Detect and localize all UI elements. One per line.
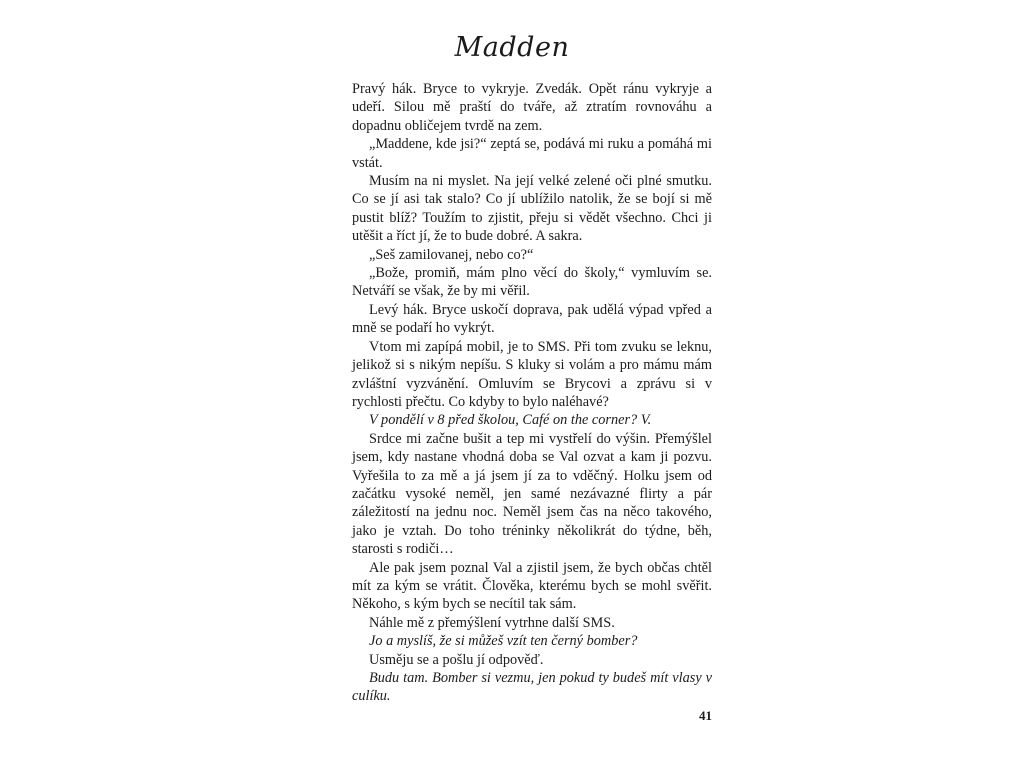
paragraph: Vtom mi zapípá mobil, je to SMS. Při tom zvuku se leknu, jelikož si s nikým nepíšu. S kluky si volám a pro mámu mám zvláštní vyzvánění. Omluvím se Brycovi a zprávu si v rychlosti přečtu. Co kdyby to bylo naléhavé? (352, 338, 712, 410)
sms-message: Budu tam. Bomber si vezmu, jen pokud ty budeš mít vlasy v culíku. (352, 670, 712, 705)
paragraph: Srdce mi začne bušit a tep mi vystřelí do výšin. Přemýšlel jsem, kdy nastane vhodná doba se Val ozvat a kam ji pozvu. Vyřešila to za mě a já jsem jí za to vděčný. Holku jsem od začátku vysoké neměl, jen samé nezávazné flirty a pár záležitostí na jednu noc. Neměl jsem čas na něco takového, jako je vztah. Do toho tréninky několikrát do týdne, běh, starosti s rodiči… (352, 430, 712, 558)
sms-message: Jo a myslíš, že si můžeš vzít ten černý bomber? (369, 633, 638, 650)
chapter-title: Madden (454, 32, 570, 63)
paragraph: Ale pak jsem poznal Val a zjistil jsem, že bych občas chtěl mít za kým se vrátit. Člověka, kterému bych se mohl svěřit. Někoho, s kým bych se necítil tak sám. (352, 559, 712, 613)
page-number: 41 (699, 708, 712, 723)
body-text (352, 80, 712, 706)
paragraph: Levý hák. Bryce uskočí doprava, pak udělá výpad vpřed a mně se podaří ho vykrýt. (352, 301, 712, 337)
paragraph: Usměju se a pošlu jí odpověď. (369, 651, 544, 668)
paragraph: Musím na ni myslet. Na její velké zelené oči plné smutku. Co se jí asi tak stalo? Co jí ublížilo natolik, že se bojí si mě pustit blíž? Toužím to zjistit, přeju si vědět všechno. Chci ji utěšit a říct jí, že to bude dobré. A sakra. (352, 173, 712, 245)
paragraph: „Maddene, kde jsi?“ zeptá se, podává mi ruku a pomáhá mi vstát. (352, 136, 712, 171)
paragraph: Pravý hák. Bryce to vykryje. Zvedák. Opět ránu vykryje a udeří. Silou mě praští do tváře, až ztratím rovnováhu a dopadnu obličejem tvrdě na zem. (352, 81, 712, 134)
paragraph: „Seš zamilovanej, nebo co?“ (369, 246, 534, 263)
paragraph: Náhle mě z přemýšlení vytrhne další SMS. (369, 614, 615, 631)
paragraph: „Bože, promiň, mám plno věcí do školy,“ vymluvím se. Netváří se však, že by mi věřil. (352, 265, 712, 300)
sms-message: V pondělí v 8 před školou, Café on the corner? V. (369, 412, 652, 429)
